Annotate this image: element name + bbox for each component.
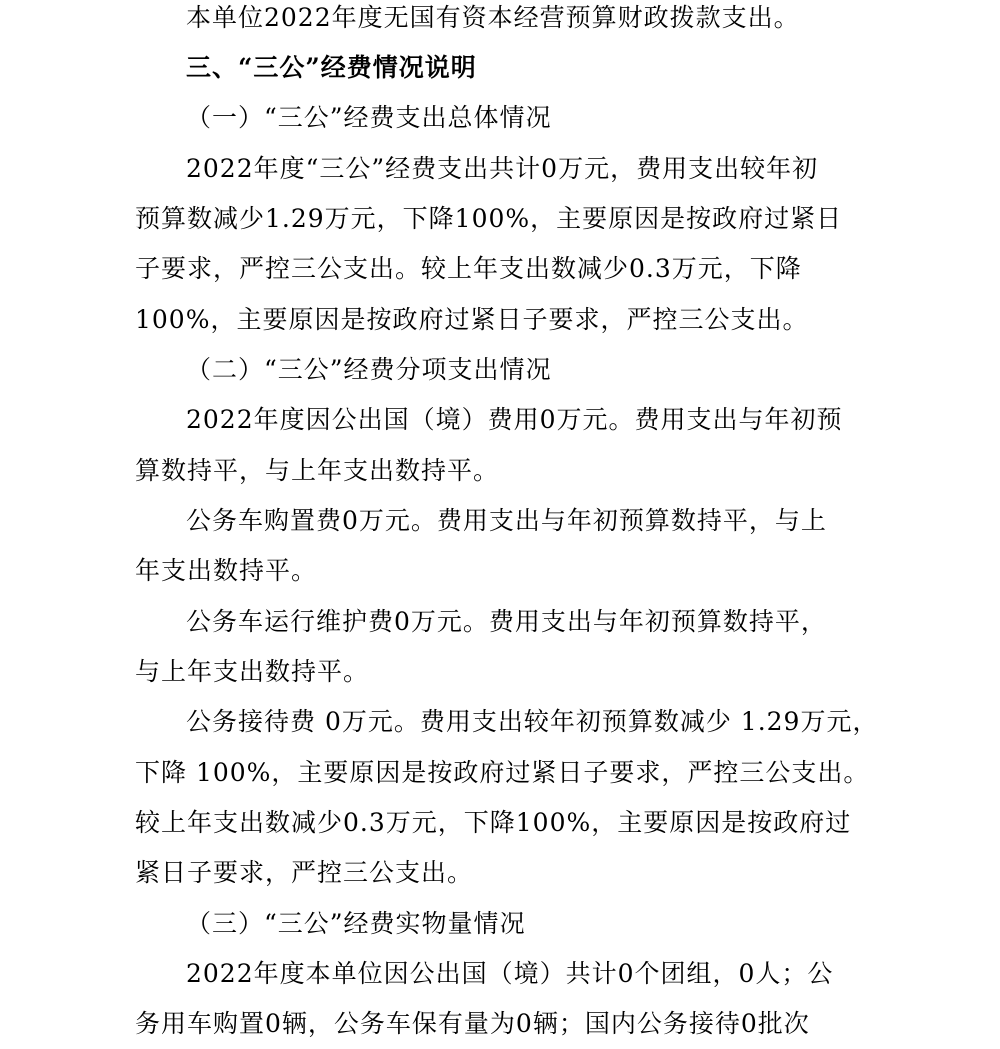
paragraph-line: 2022年度因公出国（境）费用0万元。费用支出与年初预 bbox=[186, 405, 843, 434]
paragraph-line: 2022年度本单位因公出国（境）共计0个团组，0人；公 bbox=[186, 959, 834, 988]
paragraph-line: 较上年支出数减少0.3万元，下降100%，主要原因是按政府过 bbox=[135, 808, 852, 837]
subsection-heading: （二）“三公”经费分项支出情况 bbox=[186, 355, 552, 384]
paragraph-line: 年支出数持平。 bbox=[135, 556, 318, 585]
paragraph-line: 公务车运行维护费0万元。费用支出与年初预算数持平， bbox=[186, 607, 827, 636]
paragraph-line: 公务接待费 0万元。费用支出较年初预算数减少 1.29万元， bbox=[186, 707, 879, 736]
paragraph-line: 与上年支出数持平。 bbox=[135, 657, 370, 686]
paragraph-line: 务用车购置0辆，公务车保有量为0辆；国内公务接待0批次 bbox=[135, 1009, 810, 1038]
subsection-heading: （一）“三公”经费支出总体情况 bbox=[186, 103, 552, 132]
paragraph-line: 2022年度“三公”经费支出共计0万元，费用支出较年初 bbox=[186, 154, 819, 183]
paragraph-line: 预算数减少1.29万元，下降100%，主要原因是按政府过紧日 bbox=[135, 204, 843, 233]
subsection-heading: （三）“三公”经费实物量情况 bbox=[186, 909, 526, 938]
paragraph-line: 紧日子要求，严控三公支出。 bbox=[135, 858, 474, 887]
paragraph-line: 算数持平，与上年支出数持平。 bbox=[135, 456, 500, 485]
paragraph-line: 下降 100%，主要原因是按政府过紧日子要求，严控三公支出。 bbox=[135, 758, 870, 787]
paragraph-line: 子要求，严控三公支出。较上年支出数减少0.3万元，下降 bbox=[135, 254, 802, 283]
paragraph-line: 公务车购置费0万元。费用支出与年初预算数持平，与上 bbox=[186, 506, 827, 535]
paragraph-line: 本单位2022年度无国有资本经营预算财政拨款支出。 bbox=[186, 3, 800, 32]
section-heading: 三、“三公”经费情况说明 bbox=[186, 53, 477, 82]
paragraph-line: 100%，主要原因是按政府过紧日子要求，严控三公支出。 bbox=[135, 305, 809, 334]
